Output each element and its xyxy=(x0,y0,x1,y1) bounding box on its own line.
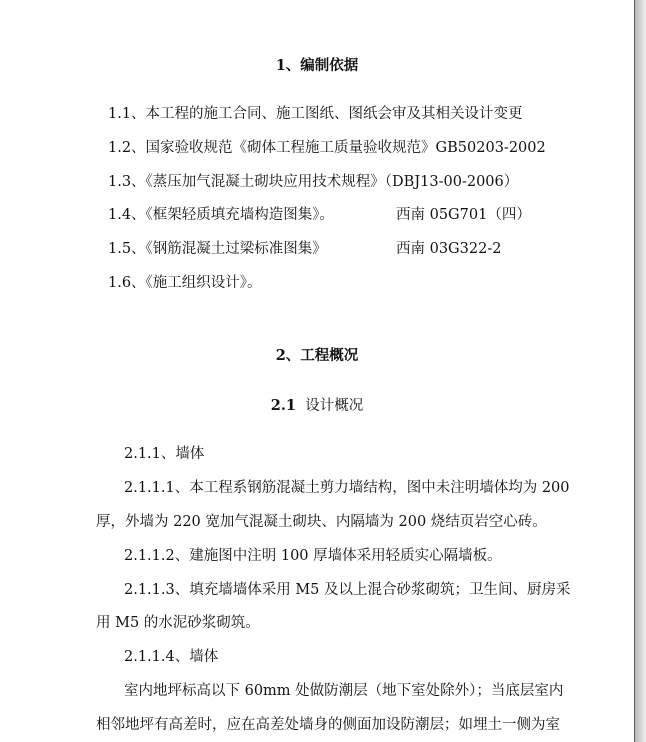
section-2-heading: 2、工程概况 xyxy=(275,347,359,364)
heading-2-1-1: 2.1.1、墙体 xyxy=(124,446,205,462)
para-2-1-1-3-line-2: 用 M5 的水泥砂浆砌筑。 xyxy=(96,615,260,631)
basis-item-3: 1.3、《蒸压加气混凝土砌块应用技术规程》（DBJ13-00-2006） xyxy=(108,174,519,190)
para-2-1-1-1-line-2: 厚，外墙为 220 宽加气混凝土砌块、内隔墙为 200 烧结页岩空心砖。 xyxy=(96,514,547,530)
basis-item-4-name: 1.4、《框架轻质填充墙构造图集》。 xyxy=(108,207,335,223)
basis-item-4 xyxy=(108,205,531,225)
basis-item-5 xyxy=(108,239,501,259)
section-2-1-number: 2.1 xyxy=(270,397,296,414)
basis-item-5-name: 1.5、《钢筋混凝土过梁标准图集》 xyxy=(108,241,327,257)
section-2-1-heading xyxy=(0,396,634,416)
para-damp-line-1: 室内地坪标高以下 60mm 处做防潮层（地下室处除外）；当底层室内 xyxy=(124,683,564,699)
basis-item-4-code: 西南 05G701（四） xyxy=(396,207,531,223)
para-2-1-1-2: 2.1.1.2、建施图中注明 100 厚墙体采用轻质实心隔墙板。 xyxy=(124,548,502,564)
basis-item-2: 1.2、国家验收规范《砌体工程施工质量验收规范》GB50203-2002 xyxy=(108,140,546,156)
page-shadow xyxy=(635,0,646,742)
section-1-heading: 1、编制依据 xyxy=(275,57,359,74)
para-damp-line-2: 相邻地坪有高差时，应在高差处墙身的侧面加设防潮层；如埋土一侧为室 xyxy=(96,717,560,733)
para-2-1-1-3-line-1: 2.1.1.3、填充墙墙体采用 M5 及以上混合砂浆砌筑；卫生间、厨房采 xyxy=(124,582,571,598)
para-2-1-1-1-line-1: 2.1.1.1、本工程系钢筋混凝土剪力墙结构，图中未注明墙体均为 200 xyxy=(124,480,570,496)
section-2-1-title: 设计概况 xyxy=(305,398,364,414)
basis-item-1: 1.1、本工程的施工合同、施工图纸、图纸会审及其相关设计变更 xyxy=(108,106,523,122)
basis-item-6: 1.6、《施工组织设计》。 xyxy=(108,275,262,291)
heading-2-1-1-4: 2.1.1.4、墙体 xyxy=(124,649,219,665)
basis-item-5-code: 西南 03G322-2 xyxy=(396,241,502,257)
